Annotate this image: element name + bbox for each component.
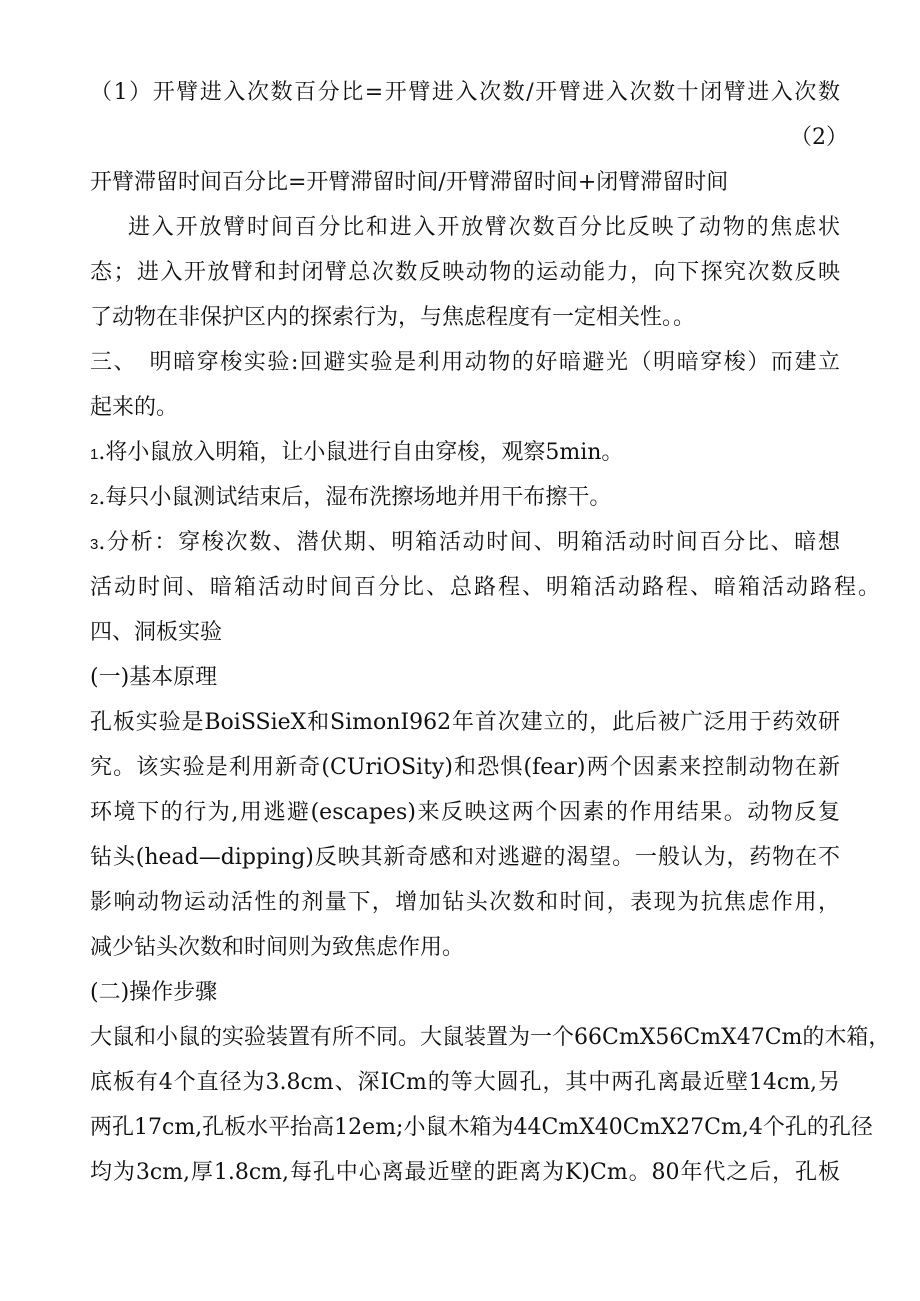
list-item-3-cont: 活动时间、暗箱活动时间百分比、总路程、明箱活动路程、暗箱活动路程。: [90, 575, 880, 600]
principle-line-6: 减少钻头次数和时间则为致焦虑作用。: [90, 935, 465, 960]
formula-number-2: （2）: [790, 125, 848, 150]
list-number: 3: [90, 536, 99, 553]
principle-line-2: 究。该实验是利用新奇(CUriOSity)和恐惧(fear)两个因素来控制动物在新: [90, 755, 840, 780]
list-text: .将小鼠放入明箱，让小鼠进行自由穿梭，观察5min。: [98, 440, 624, 465]
principle-line-5: 影响动物运动活性的剂量下，增加钻头次数和时间，表现为抗焦虑作用，: [90, 890, 840, 915]
procedure-line-4: 均为3cm,厚1.8cm,每孔中心离最近壁的距离为K)Cm。80年代之后，孔板: [90, 1160, 840, 1185]
list-number: 2: [90, 491, 99, 508]
formula-open-arm-time: 开臂滞留时间百分比=开臂滞留时间/开臂滞留时间+闭臂滞留时间: [90, 170, 729, 195]
list-text: .每只小鼠测试结束后，湿布洗擦场地并用干布擦干。: [98, 485, 612, 510]
procedure-line-2: 底板有4个直径为3.8cm、深ICm的等大圆孔，其中两孔离最近壁14cm,另: [90, 1070, 840, 1095]
procedure-line-3: 两孔17cm,孔板水平抬高12em;小鼠木箱为44CmX40CmX27Cm,4个孔的孔径: [90, 1115, 873, 1140]
principle-line-4: 钻头(head—dipping)反映其新奇感和对逃避的渴望。一般认为，药物在不: [90, 845, 840, 870]
subheading-principle: (一)基本原理: [90, 665, 218, 690]
list-text: .分析：穿梭次数、潜伏期、明箱活动时间、明箱活动时间百分比、暗想: [98, 530, 840, 555]
paragraph-anxiety-line-1: 进入开放臂时间百分比和进入开放臂次数百分比反映了动物的焦虑状: [128, 215, 840, 240]
section-heading-light-dark-cont: 起来的。: [90, 395, 179, 420]
paragraph-anxiety-line-3: 了动物在非保护区内的探索行为，与焦虑程度有一定相关性。。: [90, 305, 696, 330]
principle-line-1: 孔板实验是BoiSSieX和SimonI962年首次建立的，此后被广泛用于药效研: [90, 710, 840, 735]
list-item-3: [90, 528, 840, 560]
section-heading-light-dark: 三、 明暗穿梭实验:回避实验是利用动物的好暗避光（明暗穿梭）而建立: [90, 350, 840, 375]
procedure-line-1: 大鼠和小鼠的实验装置有所不同。大鼠装置为一个66CmX56CmX47Cm的木箱，: [90, 1025, 891, 1050]
formula-open-arm-entries: （1）开臂进入次数百分比=开臂进入次数/开臂进入次数十闭臂进入次数: [90, 80, 840, 105]
principle-line-3: 环境下的行为,用逃避(escapes)来反映这两个因素的作用结果。动物反复: [90, 800, 840, 825]
paragraph-anxiety-line-2: 态；进入开放臂和封闭臂总次数反映动物的运动能力，向下探究次数反映: [90, 260, 840, 285]
list-item-1: [90, 438, 623, 470]
list-number: 1: [90, 446, 99, 463]
section-heading-hole-board: 四、洞板实验: [90, 620, 223, 645]
list-item-2: [90, 483, 611, 515]
subheading-procedure: (二)操作步骤: [90, 980, 218, 1005]
